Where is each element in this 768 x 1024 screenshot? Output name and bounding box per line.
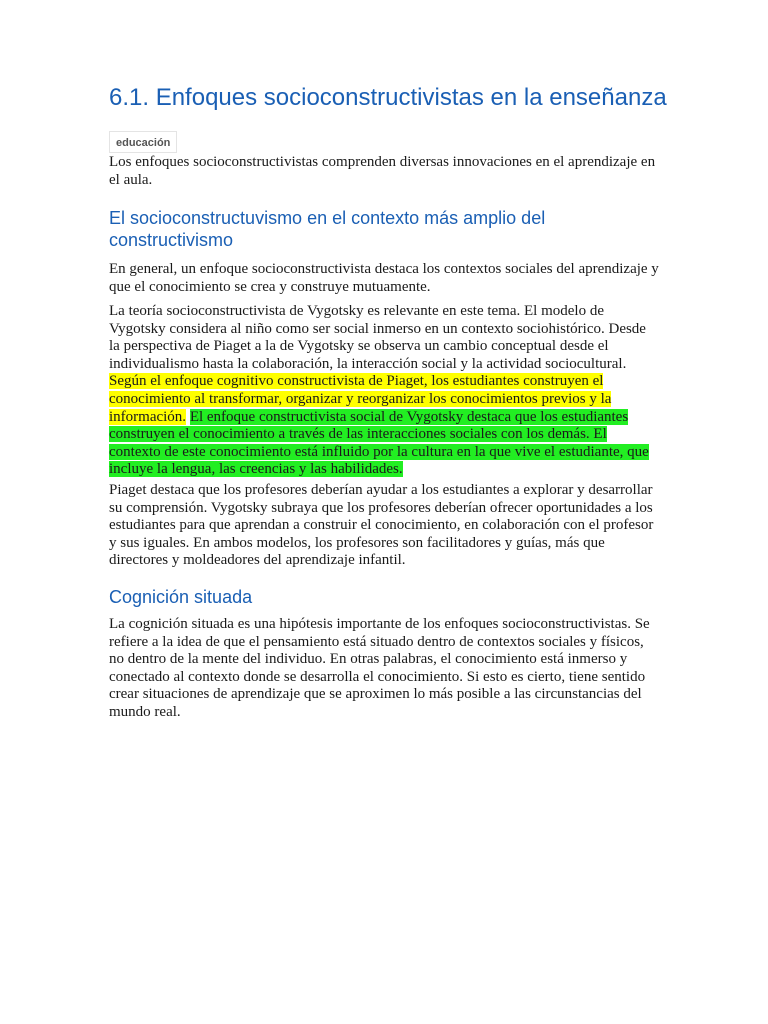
section1-paragraph-2 xyxy=(109,303,659,479)
highlight-yellow: Según el enfoque cognitivo constructivista de Piaget, los estudiantes construyen el conocimiento al transformar, organizar y reorganizar los conocimientos previos y la información. xyxy=(109,373,612,425)
section2-paragraph-1: La cognición situada es una hipótesis importante de los enfoques socioconstructivistas. Se refiere a la idea de que el pensamiento está situado dentro de contextos sociales y físicos, no dentro de la mente del individuo. En otras palabras, el conocimiento está inmerso y conectado al contexto donde se desarrolla el conocimiento. Si esto es cierto, tiene sentido crear situaciones de aprendizaje que se aproximen lo más posible a las circunstancias del mundo real. xyxy=(109,616,650,720)
section1-paragraph-3: Piaget destaca que los profesores deberían ayudar a los estudiantes a explorar y desarrollar su comprensión. Vygotsky subraya que los profesores deberían ofrecer oportunidades a los estudiantes para que aprendan a construir el conocimiento, en colaboración con el profesor y sus iguales. En ambos modelos, los profesores son facilitadores y guías, más que directores y moldeadores del aprendizaje infantil. xyxy=(109,482,654,569)
page-title: 6.1. Enfoques socioconstructivistas en la enseñanza xyxy=(109,84,667,111)
section1-paragraph-1: En general, un enfoque socioconstructivista destaca los contextos sociales del aprendizaje y que el conocimiento se crea y construye mutuamente. xyxy=(109,261,659,295)
category-tag[interactable]: educación xyxy=(109,131,177,153)
paragraph-text: La teoría socioconstructivista de Vygotsky es relevante en este tema. El modelo de Vygotsky considera al niño como ser social inmerso en un contexto sociohistórico. Desde la perspectiva de Piaget a la de Vygotsky se observa un cambio conceptual desde el individualismo hasta la colaboración, la interacción social y la actividad sociocultural. xyxy=(109,303,646,372)
section-heading-constructivism: El socioconstructuvismo en el contexto más amplio del constructivismo xyxy=(109,208,546,250)
intro-paragraph: Los enfoques socioconstructivistas comprenden diversas innovaciones en el aprendizaje en el aula. xyxy=(109,154,656,188)
section-heading-situated-cognition: Cognición situada xyxy=(109,587,253,607)
highlight-green: El enfoque constructivista social de Vygotsky destaca que los estudiantes construyen el conocimiento a través de las interacciones sociales con los demás. El contexto de este conocimiento está influido por la cultura en la que vive el estudiante, que incluye la lengua, las creencias y las habilidades. xyxy=(109,408,649,478)
